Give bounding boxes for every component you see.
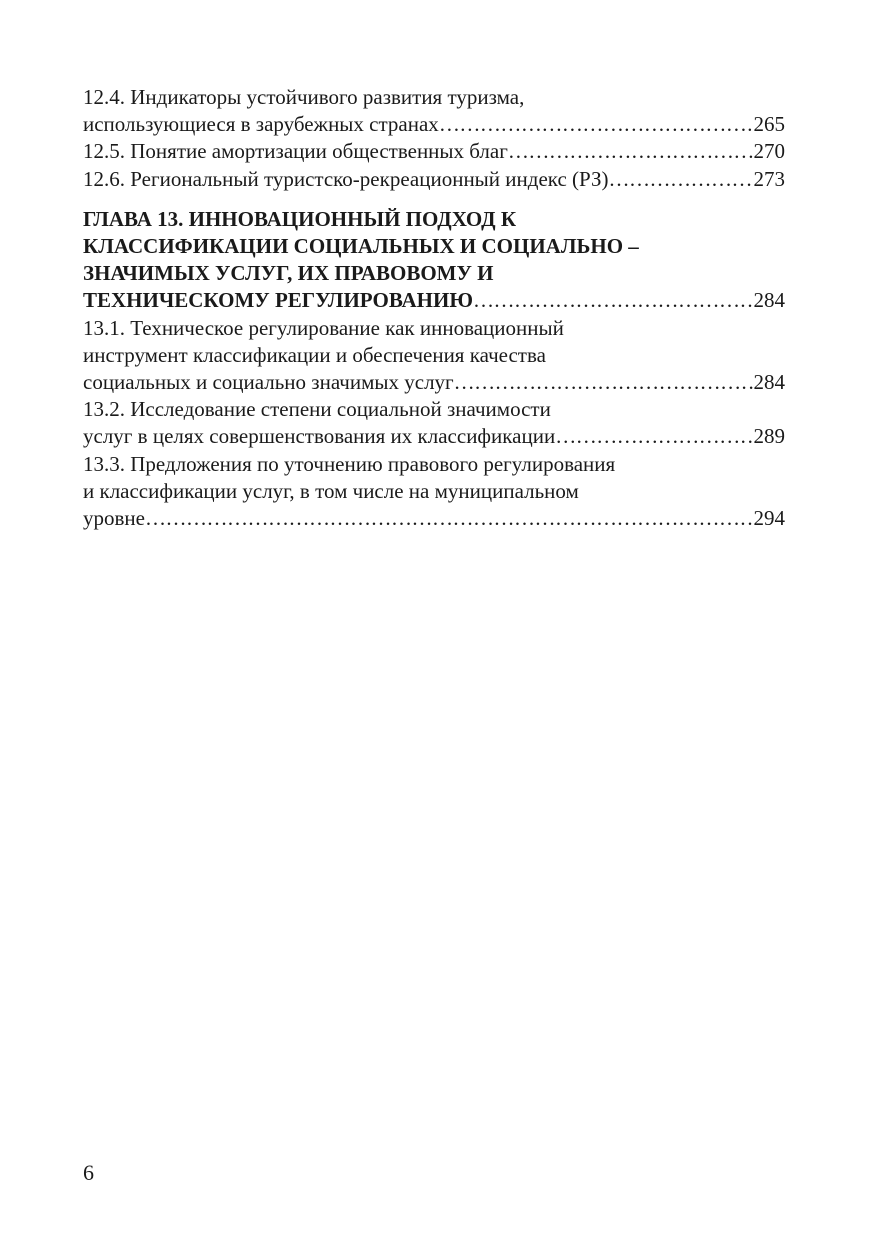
page-ref: 289 [753, 424, 785, 449]
page-ref: 273 [753, 166, 785, 191]
page-number: 6 [83, 1160, 94, 1185]
toc-chapter-13 [83, 206, 785, 315]
toc-entry-13-2 [83, 396, 785, 450]
toc-entry-text: 12.6. Региональный туристско-рекреационный индекс (РЗ) [83, 166, 609, 191]
dot-leader [508, 138, 754, 165]
page-ref: 270 [753, 139, 785, 164]
toc-entry-text: 13.2. Исследование степени социальной значимости [83, 397, 551, 422]
toc-entry-13-1 [83, 315, 785, 397]
toc-entry-text: использующиеся в зарубежных странах [83, 112, 439, 137]
toc-entry-text: инструмент классификации и обеспечения качества [83, 342, 546, 367]
toc-entry-13-3 [83, 451, 785, 533]
page-ref: 284 [753, 370, 785, 395]
toc-entry-text: 12.5. Понятие амортизации общественных благ [83, 139, 508, 164]
page-ref: 265 [753, 112, 785, 137]
page-ref: 284 [753, 288, 785, 313]
dot-leader [439, 111, 754, 138]
toc-entry-text: 13.3. Предложения по уточнению правового регулирования [83, 451, 616, 476]
chapter-title: ЗНАЧИМЫХ УСЛУГ, ИХ ПРАВОВОМУ И [83, 261, 494, 286]
page-ref: 294 [753, 506, 785, 531]
dot-leader [145, 505, 754, 532]
toc-entry-text: услуг в целях совершенствования их классификации [83, 424, 556, 449]
toc-entry-text: и классификации услуг, в том числе на муниципальном [83, 478, 579, 503]
chapter-title: ГЛАВА 13. ИННОВАЦИОННЫЙ ПОДХОД К [83, 206, 517, 231]
toc-entry-text: уровне [83, 506, 145, 531]
toc-entry-text: 12.4. Индикаторы устойчивого развития туризма, [83, 85, 525, 109]
dot-leader [555, 423, 753, 450]
dot-leader [608, 166, 753, 193]
toc-entry-12-4 [83, 84, 785, 138]
chapter-title: КЛАССИФИКАЦИИ СОЦИАЛЬНЫХ И СОЦИАЛЬНО – [83, 234, 639, 259]
toc-entry-text: 13.1. Техническое регулирование как инновационный [83, 315, 564, 340]
dot-leader [454, 369, 754, 396]
toc-entry-12-6 [83, 166, 785, 193]
table-of-contents [83, 84, 785, 532]
dot-leader [473, 287, 754, 314]
toc-entry-12-5 [83, 138, 785, 165]
toc-entry-text: социальных и социально значимых услуг [83, 370, 454, 395]
chapter-title: ТЕХНИЧЕСКОМУ РЕГУЛИРОВАНИЮ [83, 288, 473, 313]
